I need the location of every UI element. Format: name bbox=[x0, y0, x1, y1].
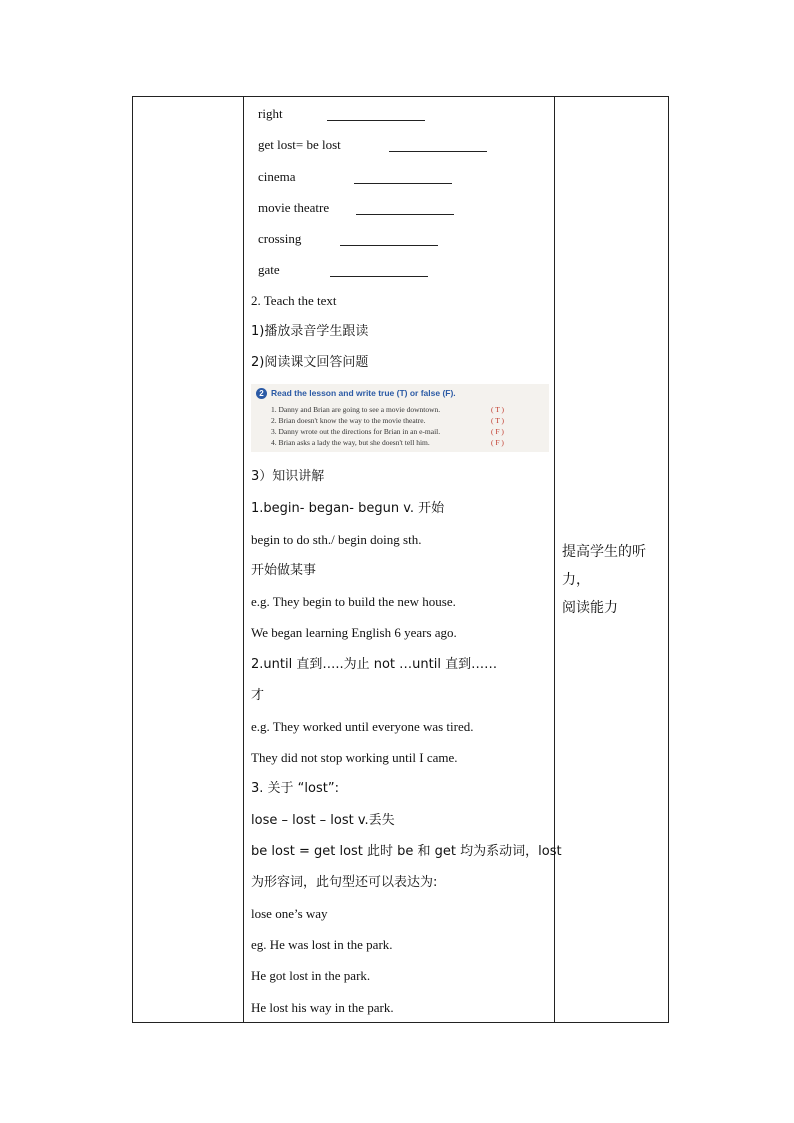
exercise-answer: ( T ) bbox=[491, 416, 505, 425]
content-line: 开始做某事 bbox=[251, 563, 317, 578]
lesson-plan-table bbox=[132, 96, 669, 1023]
vocab-word: gate bbox=[258, 262, 280, 277]
vocab-blank bbox=[389, 151, 487, 152]
design-purpose-cell bbox=[555, 97, 669, 1022]
content-line: He lost his way in the park. bbox=[251, 1000, 394, 1015]
step-text: 2)阅读课文回答问题 bbox=[251, 355, 369, 370]
vocab-blank bbox=[356, 214, 454, 215]
vocab-blank bbox=[340, 245, 438, 246]
exercise-item: 3. Danny wrote out the directions for Brian in an e-mail. bbox=[271, 427, 441, 436]
vocab-blank bbox=[330, 276, 428, 277]
content-line: 2.until 直到…..为止 not …until 直到…… bbox=[251, 657, 498, 672]
content-line: They did not stop working until I came. bbox=[251, 750, 458, 765]
content-line: We began learning English 6 years ago. bbox=[251, 625, 457, 640]
content-line: e.g. They begin to build the new house. bbox=[251, 594, 456, 609]
step-text: 3）知识讲解 bbox=[251, 469, 325, 484]
exercise-answer: ( T ) bbox=[491, 405, 505, 414]
vocab-word: movie theatre bbox=[258, 200, 330, 215]
section-heading: 2. Teach the text bbox=[251, 293, 337, 308]
content-line: 3. 关于 “lost”: bbox=[251, 781, 339, 796]
content-line: 才 bbox=[251, 688, 265, 703]
content-line: 1.begin- began- begun v. 开始 bbox=[251, 501, 445, 516]
purpose-line: 提高学生的听力， bbox=[562, 544, 646, 588]
content-line: 为形容词，此句型还可以表达为: bbox=[251, 875, 438, 890]
content-line: lose – lost – lost v.丢失 bbox=[251, 813, 395, 828]
vocab-blank bbox=[354, 183, 452, 184]
content-line: be lost = get lost 此时 be 和 get 均为系动词，lost bbox=[251, 844, 562, 859]
purpose-line: 阅读能力 bbox=[562, 600, 618, 616]
content-line: He got lost in the park. bbox=[251, 968, 371, 983]
vocab-word: get lost= be lost bbox=[258, 137, 341, 152]
exercise-item: 1. Danny and Brian are going to see a movie downtown. bbox=[271, 405, 441, 414]
vocab-word: cinema bbox=[258, 169, 296, 184]
vocab-word: right bbox=[258, 106, 283, 121]
vocab-blank bbox=[327, 120, 425, 121]
textbook-exercise-image bbox=[251, 384, 549, 452]
content-line: e.g. They worked until everyone was tired. bbox=[251, 719, 474, 734]
teaching-content-cell bbox=[244, 97, 562, 1022]
exercise-title: Read the lesson and write true (T) or false (F). bbox=[271, 388, 456, 398]
purpose-text bbox=[562, 538, 670, 622]
exercise-answer: ( F ) bbox=[491, 427, 504, 436]
content-line: begin to do sth./ begin doing sth. bbox=[251, 532, 422, 547]
content-line: eg. He was lost in the park. bbox=[251, 937, 393, 952]
exercise-answer: ( F ) bbox=[491, 438, 504, 447]
step-text: 1)播放录音学生跟读 bbox=[251, 324, 369, 339]
content-line: lose one’s way bbox=[251, 906, 328, 921]
vocab-word: crossing bbox=[258, 231, 302, 246]
exercise-number-badge: 2 bbox=[256, 388, 267, 399]
exercise-item: 4. Brian asks a lady the way, but she doesn't tell him. bbox=[271, 438, 430, 447]
exercise-item: 2. Brian doesn't know the way to the movie theatre. bbox=[271, 416, 426, 425]
